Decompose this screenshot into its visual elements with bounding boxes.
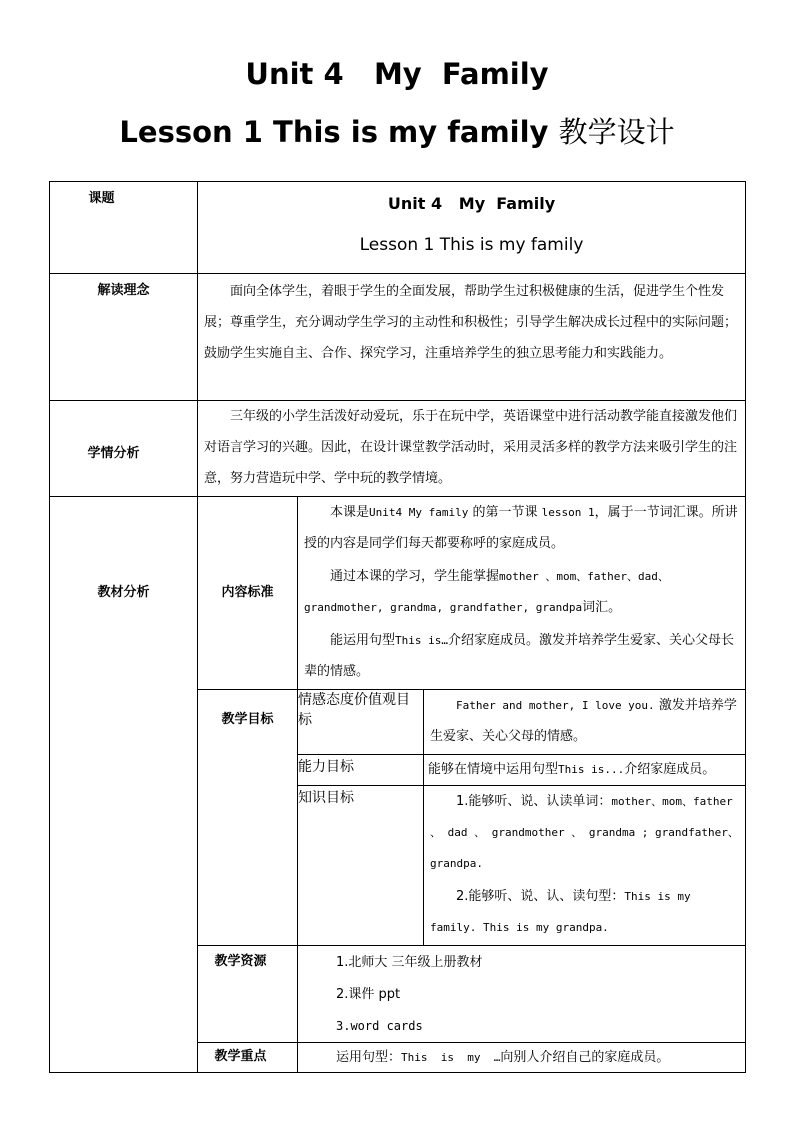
cs-p1-c: 的第一节课 — [468, 505, 542, 520]
lesson-title-en: Lesson 1 This is my family — [119, 115, 559, 149]
knowledge-goal-p2 — [424, 881, 745, 945]
cs-p1-e: ，属于一节词汇课。所讲授的内容是同学们每天都要称呼的家庭成员。 — [304, 505, 738, 551]
ability-goal-a: 能够在情境中运用句型 — [428, 762, 559, 777]
knowledge-goal-label: 知识目标 — [298, 786, 424, 946]
row-learner-analysis — [50, 401, 746, 497]
content-standard-p3 — [298, 625, 745, 689]
emotion-goal-cn: 激发并培养学生爱家、关心父母的情感。 — [430, 698, 737, 744]
material-analysis-label: 教材分析 — [50, 497, 198, 1073]
resources-cell — [298, 946, 746, 1043]
cs-p3-a: 能运用句型 — [330, 633, 396, 648]
document-title: Unit 4 My Family — [245, 57, 549, 91]
learner-analysis-text: 三年级的小学生活泼好动爱玩，乐于在玩中学，英语课堂中进行活动教学能直接激发他们对语言学习的兴趣。因此，在设计课堂教学活动时，采用灵活多样的教学方法来吸引学生的注意，努力营造玩中学、学中玩的教学情境。 — [204, 409, 738, 486]
key-points-text — [298, 1043, 745, 1072]
kg-p2-b: This is my family. This is my grandpa. — [430, 890, 691, 934]
content-standard-p1 — [298, 497, 745, 561]
cs-p1-a: 本课是 — [330, 505, 370, 520]
content-standard-label: 内容标准 — [198, 497, 298, 690]
kg-p1-a: 1.能够听、说、认读单词： — [456, 794, 612, 809]
cs-p3-c: 介绍家庭成员。激发并培养学生爱家、关心父母长辈的情感。 — [304, 633, 735, 679]
lesson-title-cn: 教学设计 — [558, 115, 675, 149]
emotion-goal-label: 情感态度价值观目标 — [298, 690, 424, 755]
kp-c: 向别人介绍自己的家庭成员。 — [500, 1050, 670, 1065]
learner-analysis-cell — [198, 401, 746, 497]
cs-p3-b: This is… — [395, 634, 448, 647]
cs-p1-b: Unit4 My family — [369, 506, 469, 519]
content-standard-cell — [298, 497, 746, 690]
lesson-title — [0, 110, 794, 151]
topic-unit: Unit 4 My Family — [387, 194, 556, 213]
topic-label: 课题 — [50, 182, 198, 274]
content-standard-p2 — [298, 561, 745, 625]
knowledge-goal-cell — [424, 786, 746, 946]
knowledge-goal-p1 — [424, 786, 745, 881]
philosophy-cell — [198, 274, 746, 401]
cs-p2-a: 通过本课的学习，学生能掌握 — [330, 569, 500, 584]
resource-item: 1.北师大 三年级上册教材 — [336, 955, 483, 970]
emotion-goal-text — [424, 690, 745, 754]
resource-item: 3.word cards — [336, 1019, 423, 1033]
ability-goal-cell — [424, 755, 746, 786]
ability-goal-text — [424, 755, 745, 784]
resource-item: 2.课件 ppt — [336, 987, 401, 1002]
philosophy-text: 面向全体学生，着眼于学生的全面发展，帮助学生过积极健康的生活，促进学生个性发展；尊重学生，充分调动学生学习的主动性和积极性；引导学生解决成长过程中的实际问题；鼓励学生实施自主、合作、探究学习，注重培养学生的独立思考能力和实践能力。 — [204, 284, 738, 361]
ability-goal-c: 介绍家庭成员。 — [624, 762, 716, 777]
row-content-standard — [50, 497, 746, 690]
cs-p2-b: mother 、mom、father、dad、grandmother, grandma, grandfather, grandpa — [304, 570, 669, 614]
row-topic — [50, 182, 746, 274]
ability-goal-b: This is... — [558, 763, 625, 776]
row-philosophy — [50, 274, 746, 401]
resources-label: 教学资源 — [198, 946, 298, 1043]
emotion-goal-cell — [424, 690, 746, 755]
learner-analysis-label: 学情分析 — [50, 401, 198, 497]
teaching-goals-label: 教学目标 — [198, 690, 298, 946]
kp-a: 运用句型： — [336, 1050, 402, 1065]
cs-p1-d: lesson 1 — [541, 506, 595, 519]
topic-content — [198, 182, 746, 274]
lesson-plan-table — [49, 181, 746, 1073]
ability-goal-label: 能力目标 — [298, 755, 424, 786]
emotion-goal-en: Father and mother, I love you. — [456, 699, 655, 712]
kg-p1-b: mother、mom、father 、 dad 、 grandmother 、 grandma ; grandfather、 grandpa. — [430, 795, 739, 870]
kp-b: This is my … — [401, 1051, 501, 1064]
kg-p2-a: 2.能够听、说、认、读句型： — [456, 889, 625, 904]
key-points-label: 教学重点 — [198, 1043, 298, 1073]
topic-lesson: Lesson 1 This is my family — [359, 235, 584, 255]
cs-p2-c: 词汇。 — [582, 600, 622, 615]
philosophy-label: 解读理念 — [50, 274, 198, 401]
key-points-cell — [298, 1043, 746, 1073]
